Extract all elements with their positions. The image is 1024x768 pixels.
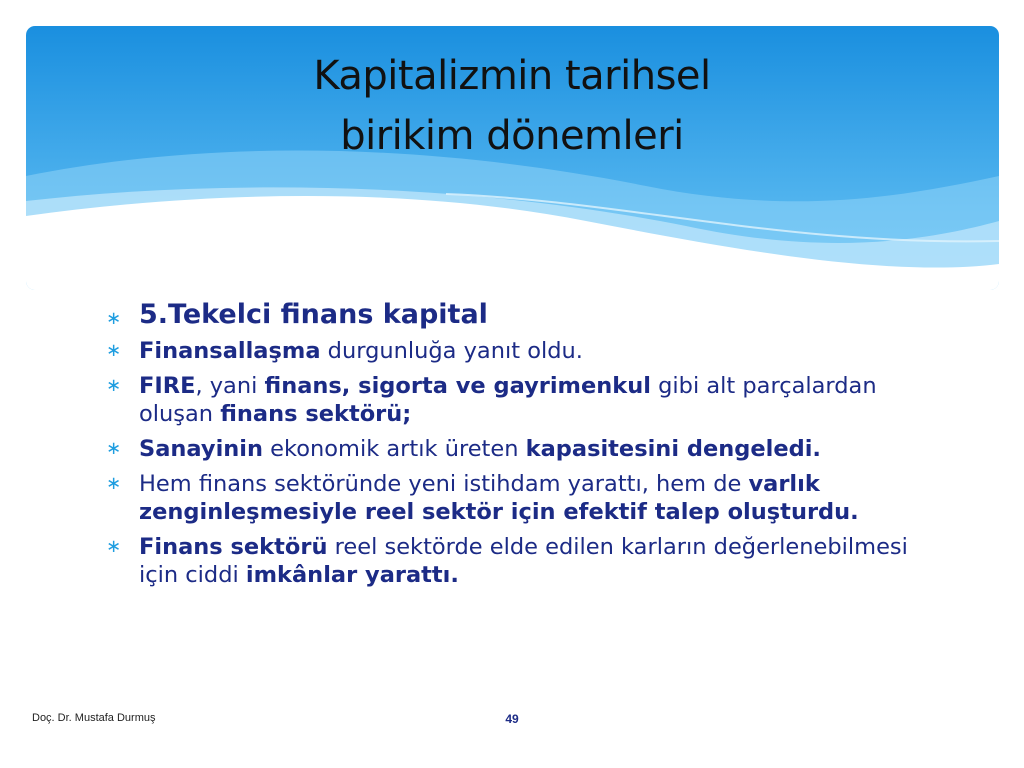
- bold-text: Finansallaşma: [139, 338, 321, 364]
- text-segment: gibi alt parçalardan oluşan: [139, 373, 877, 427]
- bullet-item: [106, 372, 926, 428]
- text-segment: durgunluğa yanıt oldu.: [320, 338, 583, 364]
- bullet-item: [106, 337, 926, 365]
- bold-text: finans sektörü;: [220, 401, 412, 427]
- title-line-1: Kapitalizmin tarihsel: [313, 53, 711, 99]
- asterisk-bullet-icon: ∗: [106, 473, 122, 494]
- bold-text: varlık zenginleşmesiyle reel sektör için efektif talep oluşturdu.: [139, 471, 859, 525]
- text-segment: , yani: [195, 373, 265, 399]
- text-segment: ekonomik artık üreten: [263, 436, 526, 462]
- bold-text: finans, sigorta ve gayrimenkul: [264, 373, 651, 399]
- asterisk-bullet-icon: ∗: [106, 438, 122, 459]
- page-number: 49: [505, 712, 519, 726]
- bullet-list: [106, 297, 926, 596]
- bullet-item: [106, 533, 926, 589]
- bullet-item: [106, 297, 926, 333]
- slide-title: [0, 46, 1024, 166]
- title-line-2: birikim dönemleri: [340, 113, 684, 159]
- bold-text: kapasitesini dengeledi.: [525, 436, 821, 462]
- text-segment: Hem finans sektöründe yeni istihdam yarattı, hem de: [139, 471, 749, 497]
- bold-text: imkânlar yarattı.: [245, 562, 459, 588]
- asterisk-bullet-icon: ∗: [106, 375, 122, 396]
- footer-author: Doç. Dr. Mustafa Durmuş: [32, 712, 156, 724]
- bold-text: FIRE: [139, 373, 196, 399]
- asterisk-bullet-icon: ∗: [106, 536, 122, 557]
- bold-text: Finans sektörü: [139, 534, 328, 560]
- bold-text: Sanayinin: [139, 436, 264, 462]
- bullet-item: [106, 435, 926, 463]
- text-segment: reel sektörde elde edilen karların değerlenebilmesi için ciddi: [139, 534, 908, 588]
- bullet-item: [106, 470, 926, 526]
- asterisk-bullet-icon: ∗: [106, 340, 122, 361]
- asterisk-bullet-icon: ∗: [106, 308, 122, 329]
- bold-text: 5.Tekelci finans kapital: [139, 299, 488, 330]
